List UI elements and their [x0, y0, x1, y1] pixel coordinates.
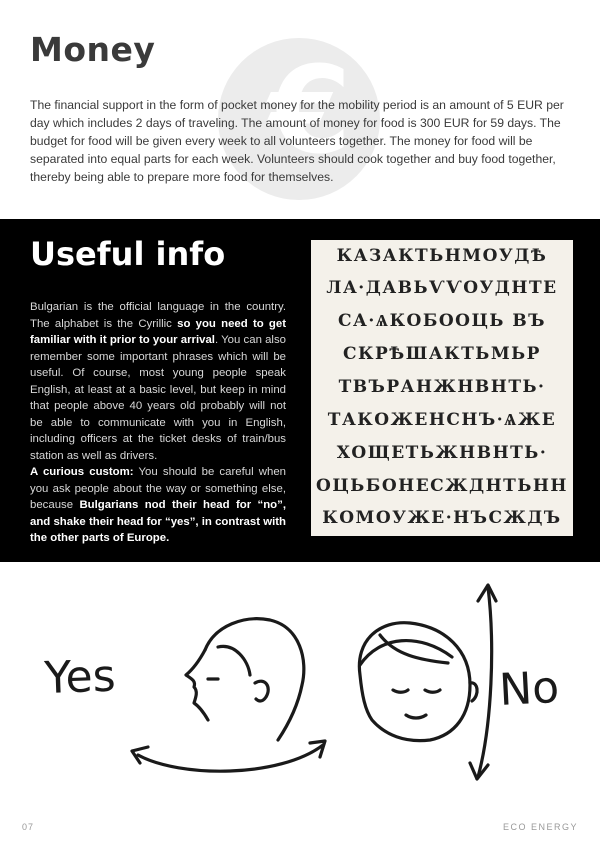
page-number: 07 [22, 822, 35, 832]
right-nod-arrow [478, 587, 492, 777]
language-text-c: . You can also remember some important phrases which will be useful. Of course, most young people speak English, at least at a basic level, but keep in mind that people above 40 years old probably will not be able to communicate with you in English, including officers at the ticket desks of train/bus station as well as drivers. [30, 334, 286, 462]
right-mouth [406, 715, 426, 718]
right-hair-fringe [360, 635, 452, 665]
no-label: No [497, 661, 561, 716]
custom-heading: A curious custom: [30, 466, 134, 478]
custom-text-b: You should be careful when you ask people about the way or something else, because [30, 466, 286, 511]
left-shake-arrow [138, 745, 323, 771]
useful-info-section [0, 219, 600, 562]
cyrillic-line: ЛА·ДАВЬѴѴОУДНТЕ [326, 278, 558, 298]
cyrillic-line: СА·ѦКОБООЦЬ ВЪ [338, 311, 546, 331]
footer-brand: ECO ENERGY [502, 822, 578, 832]
right-eye-left [393, 690, 408, 692]
cyrillic-line: ХОЩЕТЬЖНВНТЬ· [336, 443, 548, 463]
yes-label: Yes [43, 650, 117, 704]
language-text-bold: so you need to get familiar with it prior to your arrival [30, 317, 287, 346]
cyrillic-line: ТАКОЖЕНСНЪ·ѦЖЕ [327, 410, 557, 430]
gesture-drawing [0, 565, 600, 795]
cyrillic-line: КОМОУЖЕ·НЪСЖДЪ [322, 508, 562, 528]
right-arrow-head-top [478, 585, 496, 601]
head-gesture-illustration [0, 565, 600, 795]
cyrillic-line: ТВЪРАНЖНВНТЬ· [338, 377, 546, 397]
custom-text-bold: Bulgarians nod their head for “no”, and shake their head for “yes”, in contrast with the other parts of Europe. [30, 499, 286, 544]
left-head-outline [205, 619, 304, 740]
language-paragraph [30, 299, 286, 464]
money-paragraph: The financial support in the form of pocket money for the mobility period is an amount of 5 EUR per day which includes 2 days of traveling. The amount of money for food is 300 EUR for 59 days. The budget for food will be given every week to all volunteers together. The money for food will be separated into equal parts for each week. Volunteers should cook together and buy food together, thereby being able to prepare more food for themselves. [30, 98, 564, 184]
right-eye-right [425, 690, 440, 692]
money-title: Money [30, 30, 156, 69]
left-ear [255, 681, 268, 701]
left-face-profile [186, 650, 208, 720]
custom-paragraph [30, 464, 286, 547]
left-hair-line [218, 646, 250, 675]
cyrillic-manuscript-image [311, 240, 573, 536]
cyrillic-line: ОЦЬБОНЕСЖДНТЬНН [316, 476, 568, 496]
language-text-a: Bulgarian is the official language in the country. The alphabet is the Cyrillic [30, 301, 286, 330]
useful-info-title: Useful info [30, 235, 226, 273]
money-section [0, 0, 600, 218]
cyrillic-line: СКРѢШАКТЬМЬР [343, 344, 541, 364]
cyrillic-line: КАЗАКТЬНМОУДѢ [336, 246, 548, 266]
euro-icon: € [268, 42, 352, 181]
